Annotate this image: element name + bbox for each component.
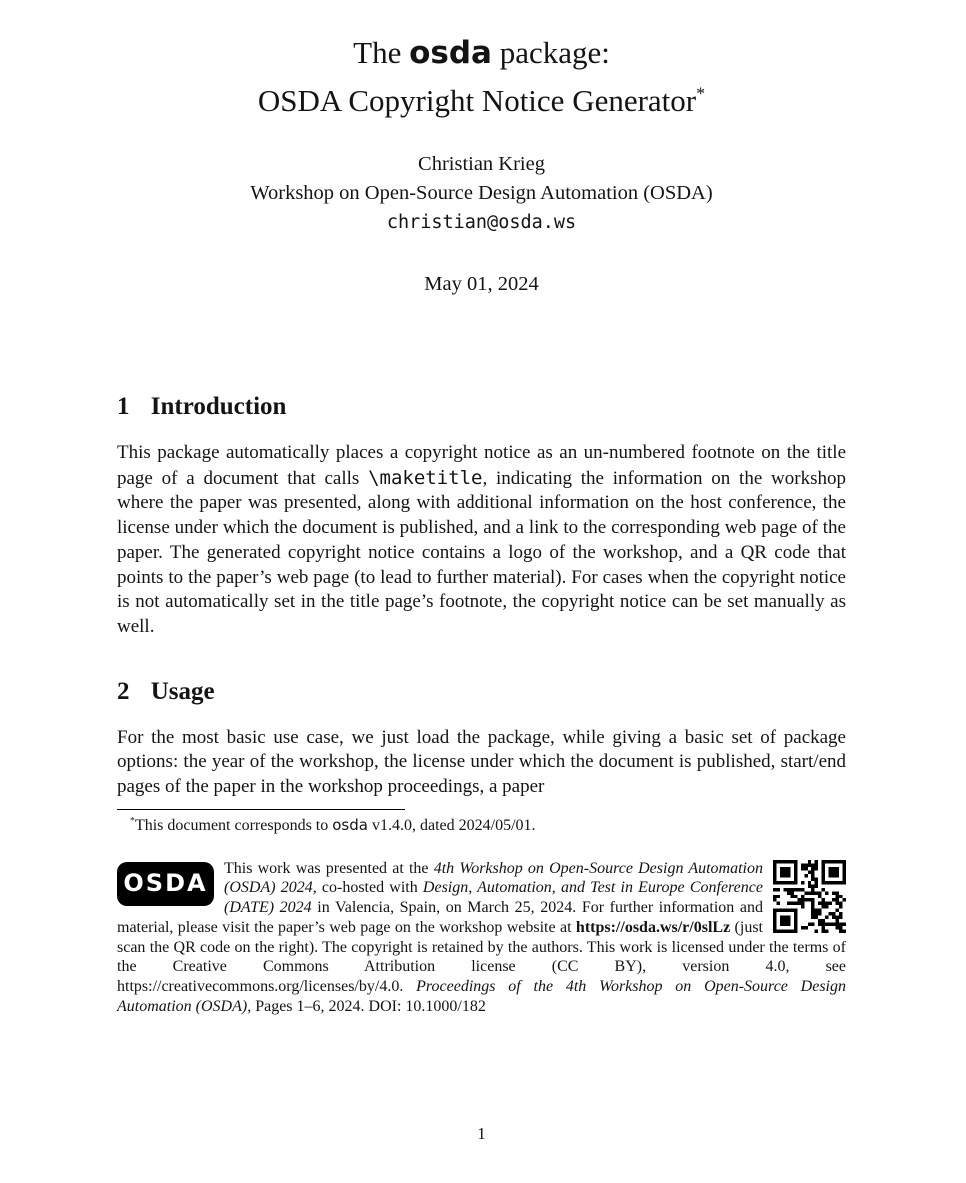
usage-paragraph: For the most basic use case, we just load the package, while giving a basic set of package options: the year of the workshop, the license under which the document is published, start/end pages of the paper in the workshop proceedings, a paper xyxy=(117,726,846,798)
footnote-version xyxy=(117,815,846,836)
osda-workshop-logo: OSDA xyxy=(117,862,214,906)
author-block xyxy=(117,150,846,237)
intro-text-2: , indicating the information on the workshop where the paper was presented, along with additional information on the host conference, the license under which the document is published, and a link to the corresponding web page of the paper. The generated copyright notice contains a logo of the workshop, and a QR code that points to the paper’s web page (to lead to further material). For cases when the copyright notice is not automatically set in the title page’s footnote, the copyright notice can be set manually as well. xyxy=(117,467,846,637)
title-line2-text: OSDA Copyright Notice Generator xyxy=(257,83,697,118)
author-affiliation: Workshop on Open-Source Design Automation (OSDA) xyxy=(250,182,713,204)
section-number: 2 xyxy=(117,677,130,705)
copyright-text-3: in Valencia, Spain, on March 25, 2024. For further information and material, please visit the paper’s web page on the workshop website at xyxy=(117,899,763,936)
title-line1-post: package: xyxy=(491,35,610,70)
footnote-text-post: v1.4.0, dated 2024/05/01. xyxy=(367,816,536,834)
title-line-1 xyxy=(117,29,846,77)
maketitle-command: \maketitle xyxy=(368,466,483,489)
footnote-text-pre: This document corresponds to xyxy=(134,816,333,834)
footnote-marker: * xyxy=(130,815,135,827)
document-date: May 01, 2024 xyxy=(424,273,539,295)
text-column xyxy=(117,0,846,1016)
qr-code-icon xyxy=(773,860,846,933)
footnote-rule xyxy=(117,809,405,810)
title-line1-pre: The xyxy=(353,35,410,70)
proceedings-name-italic: Proceedings of the 4th Workshop on Open-Source Design Automation (OSDA) xyxy=(117,977,847,1015)
title-line-2 xyxy=(117,77,846,124)
introduction-paragraph xyxy=(117,441,846,640)
page-number: 1 xyxy=(477,1124,486,1143)
copyright-text-5: . xyxy=(399,977,417,995)
copyright-text-6: , Pages 1–6, 2024. DOI: 10.1000/182 xyxy=(247,997,486,1015)
section-heading-introduction xyxy=(117,393,846,421)
copyright-notice xyxy=(117,859,846,1017)
copyright-text-1: This work was presented at the xyxy=(224,859,434,877)
cc-license-link[interactable]: https://creativecommons.org/licenses/by/4.0 xyxy=(117,977,400,995)
copyright-text-2: , co-hosted with xyxy=(312,879,423,897)
paper-page-link[interactable]: https://osda.ws/r/0slLz xyxy=(575,918,731,936)
title-footnote-marker: * xyxy=(696,83,706,104)
author-email: christian@osda.ws xyxy=(386,212,577,233)
workshop-name-italic: 4th Workshop on Open-Source Design Automation (OSDA) 2024 xyxy=(224,859,763,897)
section-heading-usage xyxy=(117,678,846,706)
document-title xyxy=(117,0,846,124)
package-name: osda xyxy=(409,35,492,71)
package-name: osda xyxy=(332,815,368,834)
copyright-text-4: (just scan the QR code on the right). The copyright is retained by the authors. This work is licensed under the terms of the Creative Commons Attribution license (CC BY), version 4.0, see xyxy=(117,918,846,976)
section-number: 1 xyxy=(117,393,130,420)
section-title: Introduction xyxy=(150,393,287,420)
author-name: Christian Krieg xyxy=(418,153,545,175)
section-title: Usage xyxy=(150,677,215,705)
intro-text-1: This package automatically places a copyright notice as an un-numbered footnote on the title page of a document that calls xyxy=(117,442,846,489)
conference-name-italic: Design, Automation, and Test in Europe Conference (DATE) 2024 xyxy=(224,879,763,917)
